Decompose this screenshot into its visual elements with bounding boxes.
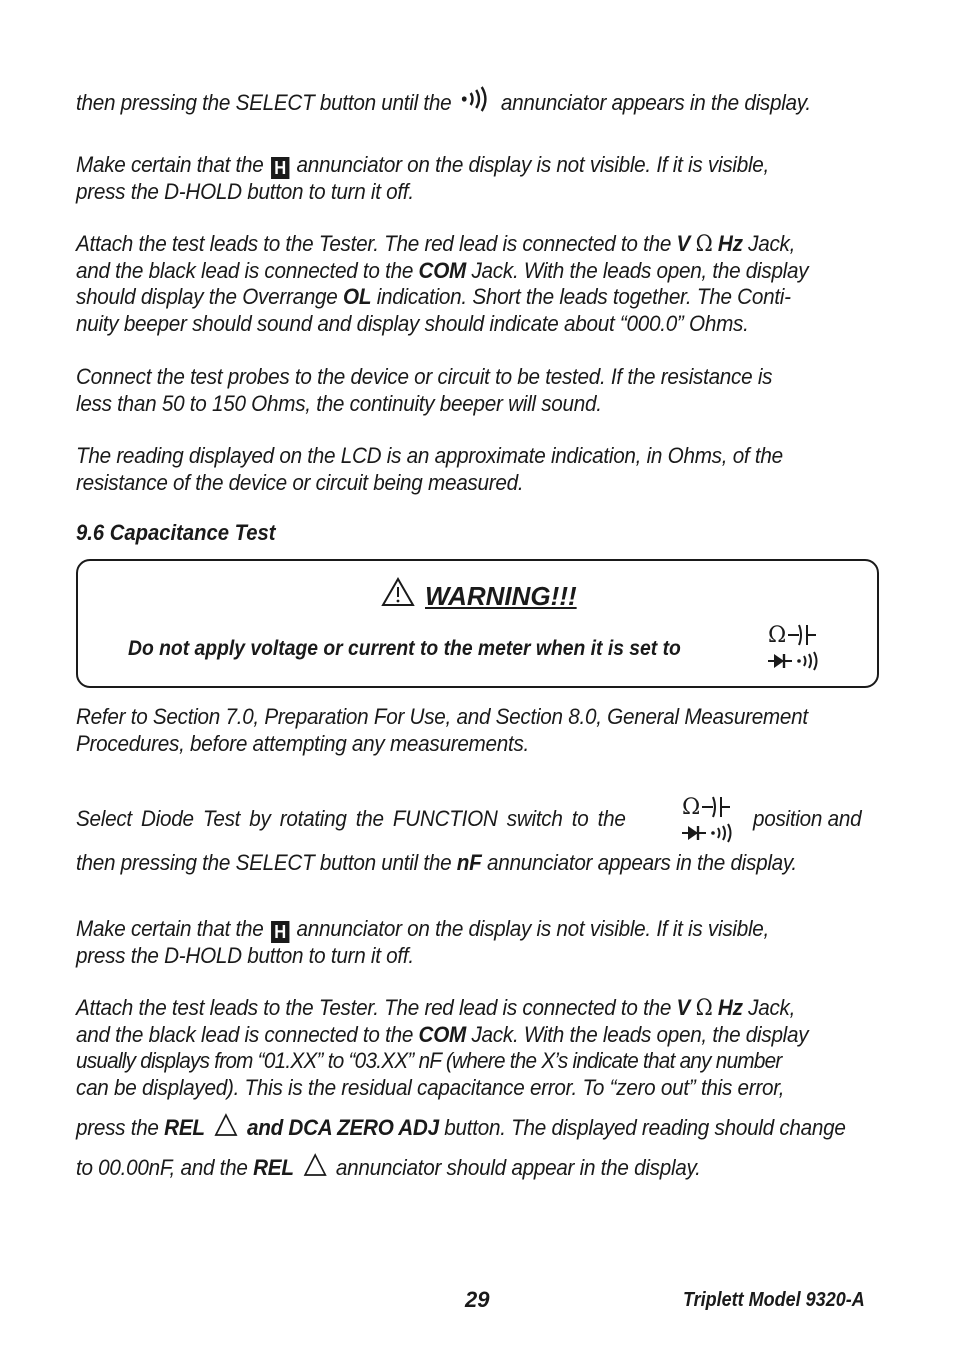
text: to 00.00nF, and the (76, 1155, 248, 1180)
jack-label-v: V (676, 995, 691, 1020)
text: Jack. With the leads open, the display (471, 257, 809, 283)
jack-label-v: V (676, 231, 691, 256)
paragraph-4 (76, 364, 881, 417)
text: less than 50 to 150 Ohms, the continuity beeper will sound. (76, 390, 602, 416)
rel-label: REL (164, 1115, 205, 1140)
function-switch-omega-capacitor-diode-icon (766, 621, 830, 673)
delta-triangle-icon (303, 1153, 327, 1177)
continuity-beeper-icon (460, 86, 491, 112)
paragraph-5 (76, 443, 881, 496)
text: resistance of the device or circuit being measured. (76, 469, 524, 495)
text: nuity beeper should sound and display should indicate about “000.0” Ohms. (76, 310, 749, 336)
text: button (444, 1115, 501, 1140)
text: annunciator appears in the display. (487, 850, 797, 875)
overrange-label: OL (343, 284, 372, 309)
text: The reading displayed on the LCD is an approximate indication, in Ohms, of the (76, 443, 783, 468)
jack-label-hz: Hz (717, 995, 743, 1020)
text: Select Diode Test by rotating the FUNCTION switch to the (76, 806, 626, 831)
text: Make certain that the (76, 916, 264, 941)
omega-symbol: Ω (695, 231, 713, 257)
paragraph-6 (76, 704, 881, 757)
text: annunciator on the display is not visible. If it is visible, (296, 152, 770, 177)
paragraph-9-line-5 (76, 1113, 881, 1142)
paragraph-1 (76, 86, 881, 117)
text: can be displayed). This is the residual capacitance error. To “zero out” this error, (76, 1074, 785, 1100)
model-name: Triplett Model 9320-A (683, 1289, 865, 1311)
delta-triangle-icon (214, 1113, 238, 1137)
text: . The displayed reading should change (500, 1115, 846, 1140)
svg-text:Ω: Ω (682, 795, 701, 820)
text: Jack, (748, 231, 796, 256)
rel-label: REL (253, 1155, 294, 1180)
jack-label-com: COM (418, 257, 467, 283)
text: Attach the test leads to the Tester. The red lead is connected to the (76, 995, 672, 1020)
text: indication. Short the leads together. The Conti- (376, 284, 791, 309)
warning-box (76, 559, 879, 688)
omega-symbol: Ω (695, 995, 713, 1021)
text: press the D-HOLD button to turn it off. (76, 179, 414, 204)
text: Attach the test leads to the Tester. The red lead is connected to the (76, 231, 672, 256)
paragraph-7-line-1-end (753, 806, 882, 833)
section-heading: 9.6 Capacitance Test (76, 520, 276, 545)
text: press the D-HOLD button to turn it off. (76, 943, 414, 968)
text: Connect the test probes to the device or circuit to be tested. If the resistance is (76, 364, 773, 389)
paragraph-9-line-6 (76, 1153, 881, 1182)
text: then pressing the SELECT button until the (76, 850, 452, 875)
text: Procedures, before attempting any measurements. (76, 730, 530, 756)
text: should display the Overrange (76, 284, 338, 309)
text: Jack. With the leads open, the display (471, 1021, 809, 1047)
paragraph-8 (76, 916, 881, 970)
text: press the (76, 1115, 159, 1140)
text: and the black lead is connected to the (76, 257, 414, 283)
text: position and (753, 806, 862, 831)
paragraph-9 (76, 995, 881, 1101)
jack-label-hz: Hz (717, 231, 743, 256)
paragraph-7-line-2 (76, 850, 881, 877)
warning-title: WARNING!!! (425, 581, 577, 611)
text: usually displays from “01.XX” to “03.XX” nF (where the X’s indicate that any number (76, 1048, 782, 1073)
warning-text: Do not apply voltage or current to the meter when it is set to (128, 637, 681, 660)
paragraph-3 (76, 231, 881, 337)
text: annunciator on the display is not visible. If it is visible, (296, 916, 770, 941)
page-number: 29 (465, 1287, 490, 1312)
paragraph-2 (76, 152, 881, 206)
text: Make certain that the (76, 152, 264, 177)
text: Refer to Section 7.0, Preparation For Use, and Section 8.0, General Measurement (76, 704, 808, 729)
hold-annunciator-icon: H (271, 157, 289, 179)
text: annunciator appears in the display. (500, 90, 811, 115)
text: annunciator should appear in the display. (335, 1155, 701, 1180)
text: Jack, (748, 995, 796, 1020)
jack-label-com: COM (418, 1021, 467, 1047)
hold-annunciator-icon: H (271, 921, 289, 943)
function-switch-omega-capacitor-diode-icon (680, 793, 744, 845)
dca-zero-adj-label: and DCA ZERO ADJ (246, 1115, 439, 1140)
warning-triangle-icon (381, 577, 415, 607)
text: then pressing the SELECT button until the (76, 90, 452, 115)
nf-annunciator-label: nF (456, 850, 482, 875)
svg-text:Ω: Ω (768, 623, 787, 648)
text: and the black lead is connected to the (76, 1021, 414, 1047)
